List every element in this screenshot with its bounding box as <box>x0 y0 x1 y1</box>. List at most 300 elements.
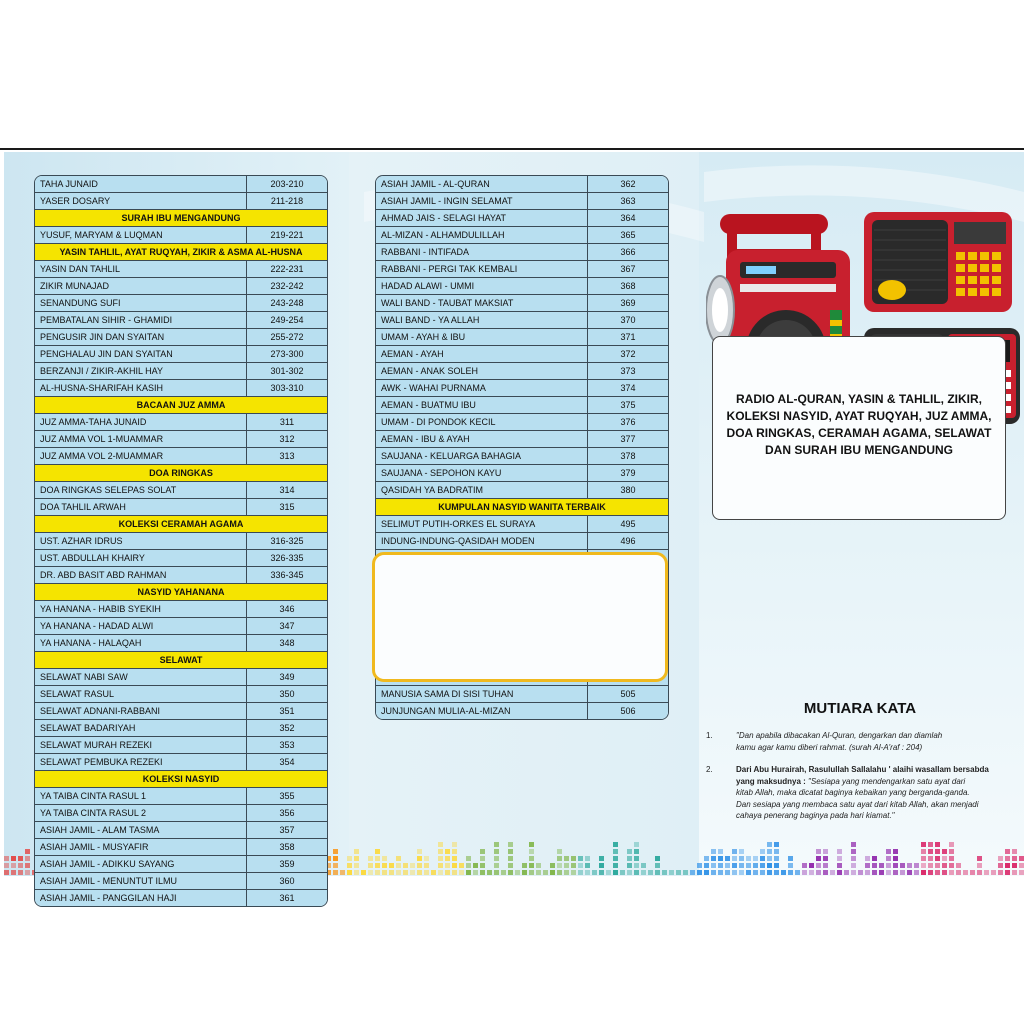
track-title: RABBANI - INTIFADA <box>376 244 588 260</box>
equalizer-cell <box>445 849 450 854</box>
equalizer-cell <box>1012 863 1017 868</box>
equalizer-cell <box>571 856 576 861</box>
equalizer-cell <box>669 870 674 875</box>
equalizer-cell <box>4 856 9 861</box>
track-title: AEMAN - ANAK SOLEH <box>376 363 588 379</box>
equalizer-cell <box>921 842 926 847</box>
equalizer-cell <box>368 863 373 868</box>
description-line: RADIO AL-QURAN, YASIN & TAHLIL, ZIKIR, <box>736 392 982 406</box>
quote-number: 1. <box>706 731 713 740</box>
equalizer-cell <box>921 856 926 861</box>
equalizer-cell <box>837 863 842 868</box>
table-row <box>35 754 327 771</box>
track-number: 375 <box>620 400 636 410</box>
equalizer-cell <box>613 870 618 875</box>
equalizer-cell <box>823 870 828 875</box>
track-number: 380 <box>620 485 636 495</box>
table-row <box>376 363 668 380</box>
quote-body <box>736 764 1024 822</box>
equalizer-cell <box>480 856 485 861</box>
equalizer-cell <box>837 870 842 875</box>
equalizer-cell <box>375 863 380 868</box>
section-header: SELAWAT <box>35 652 327 669</box>
equalizer-cell <box>711 870 716 875</box>
table-row <box>376 329 668 346</box>
track-title: YASIN DAN TAHLIL <box>35 261 247 277</box>
equalizer-cell <box>711 863 716 868</box>
equalizer-cell <box>480 849 485 854</box>
track-title: ASIAH JAMIL - MENUNTUT ILMU <box>35 873 247 889</box>
equalizer-cell <box>25 863 30 868</box>
track-title: AEMAN - AYAH <box>376 346 588 362</box>
table-row <box>35 482 327 499</box>
equalizer-cell <box>893 870 898 875</box>
table-row <box>376 380 668 397</box>
equalizer-cell <box>634 856 639 861</box>
equalizer-cell <box>627 849 632 854</box>
equalizer-cell <box>557 856 562 861</box>
table-row <box>35 839 327 856</box>
track-number: 379 <box>620 468 636 478</box>
table-row <box>35 448 327 465</box>
equalizer-cell <box>417 863 422 868</box>
equalizer-cell <box>410 870 415 875</box>
track-title: AEMAN - BUATMU IBU <box>376 397 588 413</box>
track-title: ASIAH JAMIL - ALAM TASMA <box>35 822 247 838</box>
equalizer-cell <box>529 856 534 861</box>
track-number: 301-302 <box>270 366 304 376</box>
equalizer-cell <box>452 863 457 868</box>
table-row <box>376 244 668 261</box>
equalizer-cell <box>914 870 919 875</box>
equalizer-cell <box>739 849 744 854</box>
equalizer-cell <box>340 870 345 875</box>
equalizer-cell <box>1005 856 1010 861</box>
equalizer-cell <box>1005 870 1010 875</box>
table-row <box>35 193 327 210</box>
track-number: 355 <box>279 791 295 801</box>
equalizer-cell <box>704 856 709 861</box>
table-row <box>35 346 327 363</box>
quote-line: "Dan apabila dibacakan Al-Quran, dengarkan dan diamlah <box>736 731 943 740</box>
table-row <box>35 686 327 703</box>
equalizer-cell <box>949 842 954 847</box>
track-title: JUZ AMMA VOL 2-MUAMMAR <box>35 448 247 464</box>
equalizer-cell <box>333 849 338 854</box>
equalizer-cell <box>823 849 828 854</box>
section-header: YASIN TAHLIL, AYAT RUQYAH, ZIKIR & ASMA AL-HUSNA <box>35 244 327 261</box>
equalizer-cell <box>508 849 513 854</box>
equalizer-cell <box>382 870 387 875</box>
equalizer-cell <box>417 856 422 861</box>
equalizer-cell <box>788 870 793 875</box>
track-number: 495 <box>620 519 636 529</box>
equalizer-cell <box>823 863 828 868</box>
equalizer-cell <box>4 870 9 875</box>
equalizer-cell <box>746 856 751 861</box>
track-number: 506 <box>620 706 636 716</box>
equalizer-cell <box>977 856 982 861</box>
track-title: ASIAH JAMIL - AL-QURAN <box>376 176 588 192</box>
equalizer-cell <box>613 856 618 861</box>
track-number: 368 <box>620 281 636 291</box>
equalizer-cell <box>480 870 485 875</box>
track-title: SELAWAT BADARIYAH <box>35 720 247 736</box>
table-row <box>376 703 668 719</box>
equalizer-cell <box>424 863 429 868</box>
equalizer-cell <box>816 849 821 854</box>
track-title: SELAWAT ADNANI-RABBANI <box>35 703 247 719</box>
track-title: SENANDUNG SUFI <box>35 295 247 311</box>
equalizer-cell <box>725 863 730 868</box>
equalizer-cell <box>865 856 870 861</box>
table-row <box>35 788 327 805</box>
equalizer-cell <box>942 870 947 875</box>
track-number: 366 <box>620 247 636 257</box>
track-number: 378 <box>620 451 636 461</box>
equalizer-cell <box>466 870 471 875</box>
equalizer-cell <box>1012 856 1017 861</box>
table-row <box>376 448 668 465</box>
equalizer-cell <box>424 856 429 861</box>
equalizer-cell <box>452 842 457 847</box>
equalizer-cell <box>382 856 387 861</box>
equalizer-cell <box>452 870 457 875</box>
equalizer-cell <box>886 863 891 868</box>
equalizer-cell <box>445 856 450 861</box>
equalizer-cell <box>578 863 583 868</box>
equalizer-cell <box>389 863 394 868</box>
track-title: AWK - WAHAI PURNAMA <box>376 380 588 396</box>
equalizer-cell <box>382 863 387 868</box>
equalizer-cell <box>949 870 954 875</box>
equalizer-cell <box>851 842 856 847</box>
equalizer-cell <box>732 870 737 875</box>
equalizer-cell <box>816 870 821 875</box>
table-row <box>376 176 668 193</box>
equalizer-cell <box>886 870 891 875</box>
equalizer-cell <box>634 842 639 847</box>
track-number: 273-300 <box>270 349 304 359</box>
equalizer-cell <box>760 849 765 854</box>
equalizer-cell <box>480 863 485 868</box>
equalizer-cell <box>851 863 856 868</box>
equalizer-cell <box>494 870 499 875</box>
equalizer-cell <box>851 849 856 854</box>
equalizer-cell <box>977 863 982 868</box>
equalizer-cell <box>347 856 352 861</box>
equalizer-cell <box>536 863 541 868</box>
table-row <box>35 380 327 397</box>
equalizer-cell <box>459 863 464 868</box>
equalizer-cell <box>739 856 744 861</box>
equalizer-cell <box>396 870 401 875</box>
table-row <box>35 703 327 720</box>
equalizer-cell <box>501 870 506 875</box>
equalizer-cell <box>872 856 877 861</box>
equalizer-cell <box>935 856 940 861</box>
equalizer-cell <box>508 856 513 861</box>
equalizer-cell <box>893 856 898 861</box>
equalizer-cell <box>592 870 597 875</box>
track-title: ASIAH JAMIL - INGIN SELAMAT <box>376 193 588 209</box>
equalizer-cell <box>613 849 618 854</box>
equalizer-cell <box>452 849 457 854</box>
track-number: 243-248 <box>270 298 304 308</box>
equalizer-cell <box>375 849 380 854</box>
track-number: 350 <box>279 689 295 699</box>
quote-2 <box>706 764 1024 828</box>
equalizer-cell <box>753 856 758 861</box>
track-number: 316-325 <box>270 536 304 546</box>
track-title: AL-HUSNA-SHARIFAH KASIH <box>35 380 247 396</box>
track-title: YA HANANA - HALAQAH <box>35 635 247 651</box>
equalizer-cell <box>928 870 933 875</box>
track-number: 365 <box>620 230 636 240</box>
equalizer-cell <box>333 856 338 861</box>
equalizer-cell <box>25 870 30 875</box>
track-number: 376 <box>620 417 636 427</box>
equalizer-cell <box>445 863 450 868</box>
equalizer-cell <box>802 870 807 875</box>
top-rule <box>0 148 1024 150</box>
equalizer-cell <box>921 849 926 854</box>
track-title: SELAWAT RASUL <box>35 686 247 702</box>
equalizer-cell <box>585 863 590 868</box>
track-title: DOA RINGKAS SELEPAS SOLAT <box>35 482 247 498</box>
table-row <box>376 414 668 431</box>
equalizer-cell <box>907 870 912 875</box>
track-number: 203-210 <box>270 179 304 189</box>
track-number: 361 <box>279 893 295 903</box>
track-number: 505 <box>620 689 636 699</box>
equalizer-cell <box>543 870 548 875</box>
equalizer-cell <box>837 856 842 861</box>
equalizer-cell <box>893 863 898 868</box>
equalizer-cell <box>4 863 9 868</box>
table-row <box>35 550 327 567</box>
track-number: 371 <box>620 332 636 342</box>
radio-small-top-icon <box>862 210 1014 316</box>
track-number: 336-345 <box>270 570 304 580</box>
table-row <box>35 278 327 295</box>
track-number: 315 <box>279 502 295 512</box>
equalizer-cell <box>921 863 926 868</box>
track-title: YA HANANA - HABIB SYEKIH <box>35 601 247 617</box>
equalizer-cell <box>788 856 793 861</box>
track-number: 249-254 <box>270 315 304 325</box>
equalizer-cell <box>977 870 982 875</box>
equalizer-cell <box>641 863 646 868</box>
track-number: 312 <box>279 434 295 444</box>
quote-lead: Dari Abu Hurairah, Rasulullah Sallalahu ' alaihi wasallam bersabda <box>736 765 989 774</box>
equalizer-cell <box>1012 870 1017 875</box>
equalizer-cell <box>564 870 569 875</box>
equalizer-cell <box>515 870 520 875</box>
quote-line: kamu agar kamu diberi rahmat. (surah Al-A'raf : 204) <box>736 742 923 752</box>
equalizer-cell <box>438 856 443 861</box>
table-row <box>35 261 327 278</box>
track-number: 353 <box>279 740 295 750</box>
equalizer-cell <box>732 856 737 861</box>
equalizer-cell <box>809 863 814 868</box>
table-row <box>35 363 327 380</box>
track-number: 357 <box>279 825 295 835</box>
track-title: PENGUSIR JIN DAN SYAITAN <box>35 329 247 345</box>
table-row <box>376 278 668 295</box>
track-number: 364 <box>620 213 636 223</box>
track-number: 367 <box>620 264 636 274</box>
description-line: DAN SURAH IBU MENGANDUNG <box>765 443 953 457</box>
equalizer-cell <box>963 870 968 875</box>
equalizer-cell <box>928 863 933 868</box>
track-number: 359 <box>279 859 295 869</box>
equalizer-cell <box>844 870 849 875</box>
equalizer-cell <box>886 856 891 861</box>
track-title: DR. ABD BASIT ABD RAHMAN <box>35 567 247 583</box>
equalizer-cell <box>928 856 933 861</box>
equalizer-cell <box>893 849 898 854</box>
equalizer-cell <box>599 863 604 868</box>
equalizer-cell <box>774 870 779 875</box>
equalizer-cell <box>634 863 639 868</box>
track-number: 326-335 <box>270 553 304 563</box>
equalizer-cell <box>823 856 828 861</box>
track-title: PEMBATALAN SIHIR - GHAMIDI <box>35 312 247 328</box>
track-title: SAUJANA - SEPOHON KAYU <box>376 465 588 481</box>
table-row <box>376 193 668 210</box>
equalizer-cell <box>1005 863 1010 868</box>
equalizer-cell <box>627 863 632 868</box>
equalizer-cell <box>935 870 940 875</box>
equalizer-cell <box>774 863 779 868</box>
track-title: ASIAH JAMIL - PANGGILAN HAJI <box>35 890 247 906</box>
equalizer-cell <box>354 856 359 861</box>
equalizer-cell <box>333 870 338 875</box>
table-row <box>376 431 668 448</box>
equalizer-cell <box>347 870 352 875</box>
equalizer-cell <box>711 856 716 861</box>
equalizer-cell <box>767 870 772 875</box>
equalizer-cell <box>725 856 730 861</box>
equalizer-cell <box>942 863 947 868</box>
equalizer-cell <box>529 849 534 854</box>
equalizer-cell <box>18 856 23 861</box>
equalizer-cell <box>865 870 870 875</box>
table-row <box>35 567 327 584</box>
equalizer-cell <box>718 856 723 861</box>
track-number: 219-221 <box>270 230 304 240</box>
equalizer-cell <box>522 870 527 875</box>
quote-lead-2: yang maksudnya : <box>736 776 806 786</box>
equalizer-cell <box>732 863 737 868</box>
equalizer-cell <box>473 870 478 875</box>
equalizer-cell <box>389 870 394 875</box>
track-number: 362 <box>620 179 636 189</box>
equalizer-cell <box>767 856 772 861</box>
track-table-left <box>34 175 328 907</box>
equalizer-cell <box>732 849 737 854</box>
equalizer-cell <box>753 870 758 875</box>
equalizer-cell <box>690 870 695 875</box>
equalizer-cell <box>711 849 716 854</box>
equalizer-cell <box>767 849 772 854</box>
equalizer-cell <box>634 849 639 854</box>
equalizer-cell <box>949 863 954 868</box>
table-row <box>35 635 327 652</box>
equalizer-cell <box>984 870 989 875</box>
track-title: RABBANI - PERGI TAK KEMBALI <box>376 261 588 277</box>
equalizer-cell <box>473 863 478 868</box>
equalizer-cell <box>760 863 765 868</box>
track-title: QASIDAH YA BADRATIM <box>376 482 588 498</box>
equalizer-cell <box>928 842 933 847</box>
track-title: AHMAD JAIS - SELAGI HAYAT <box>376 210 588 226</box>
equalizer-cell <box>431 870 436 875</box>
section-header: KUMPULAN NASYID WANITA TERBAIK <box>376 499 668 516</box>
equalizer-cell <box>487 870 492 875</box>
equalizer-cell <box>466 863 471 868</box>
equalizer-cell <box>620 870 625 875</box>
track-number: 363 <box>620 196 636 206</box>
equalizer-cell <box>949 849 954 854</box>
equalizer-cell <box>858 870 863 875</box>
table-row <box>35 414 327 431</box>
equalizer-cell <box>718 870 723 875</box>
equalizer-cell <box>991 870 996 875</box>
equalizer-cell <box>375 856 380 861</box>
equalizer-cell <box>802 863 807 868</box>
table-row <box>35 856 327 873</box>
table-row <box>35 227 327 244</box>
track-title: UMAM - DI PONDOK KECIL <box>376 414 588 430</box>
equalizer-cell <box>739 863 744 868</box>
equalizer-cell <box>578 870 583 875</box>
table-row <box>35 822 327 839</box>
section-header: SURAH IBU MENGANDUNG <box>35 210 327 227</box>
equalizer-cell <box>809 870 814 875</box>
equalizer-cell <box>774 842 779 847</box>
equalizer-cell <box>676 870 681 875</box>
quote-line: Dan sesiapa yang membaca satu ayat dari kitab Allah, akan menjadi <box>736 799 979 809</box>
equalizer-cell <box>914 863 919 868</box>
track-title: YUSUF, MARYAM & LUQMAN <box>35 227 247 243</box>
description-text <box>713 391 1005 459</box>
track-title: WALI BAND - TAUBAT MAKSIAT <box>376 295 588 311</box>
equalizer-cell <box>354 863 359 868</box>
equalizer-cell <box>781 870 786 875</box>
equalizer-cell <box>886 849 891 854</box>
description-box <box>712 336 1006 520</box>
track-number: 347 <box>279 621 295 631</box>
description-line: KOLEKSI NASYID, AYAT RUQYAH, JUZ AMMA, <box>726 409 992 423</box>
table-row <box>376 686 668 703</box>
equalizer-cell <box>634 870 639 875</box>
equalizer-cell <box>627 870 632 875</box>
track-title: JUZ AMMA VOL 1-MUAMMAR <box>35 431 247 447</box>
equalizer-cell <box>438 842 443 847</box>
equalizer-cell <box>998 870 1003 875</box>
equalizer-cell <box>697 863 702 868</box>
track-number: 372 <box>620 349 636 359</box>
track-number: 356 <box>279 808 295 818</box>
equalizer-cell <box>739 870 744 875</box>
equalizer-cell <box>564 863 569 868</box>
equalizer-cell <box>655 870 660 875</box>
equalizer-cell <box>333 863 338 868</box>
equalizer-cell <box>424 870 429 875</box>
table-row <box>35 176 327 193</box>
